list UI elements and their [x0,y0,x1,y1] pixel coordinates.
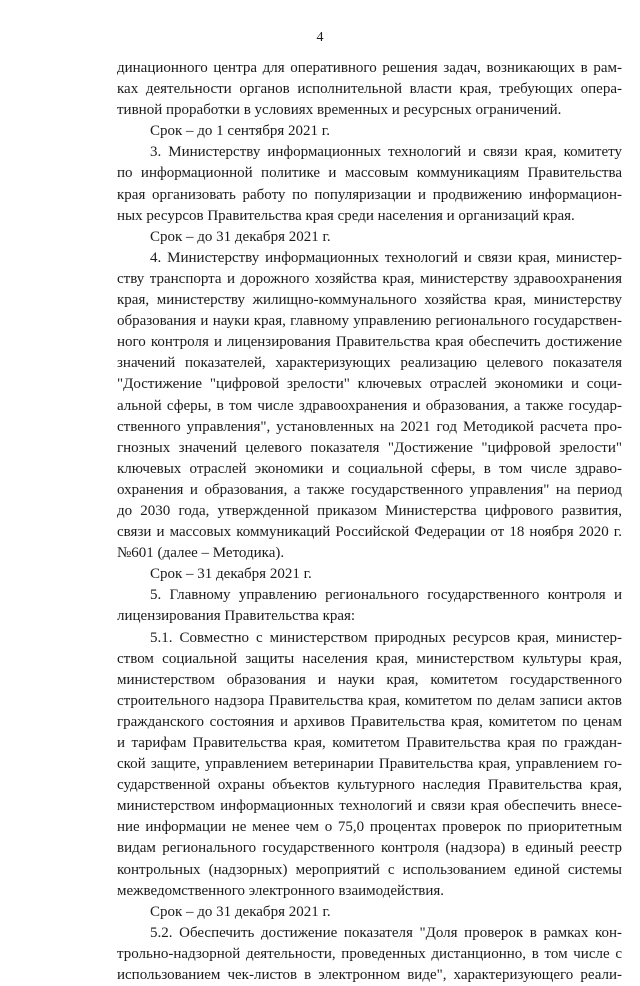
text-line: 5.2. Обеспечить достижение показателя "Доля проверок в рамках кон- [150,924,622,941]
text-line: Срок – до 31 декабря 2021 г. [150,903,331,920]
text-line: трольно-надзорной деятельности, проведенных дистанционно, в том числе с [117,945,622,962]
text-line: Срок – до 1 сентября 2021 г. [150,123,330,140]
text-line: до 2030 года, утвержденной приказом Министерства цифрового развития, [117,502,622,519]
text-line: Срок – 31 декабря 2021 г. [150,566,312,583]
text-line: лицензирования Правительства края: [117,608,356,625]
text-line: межведомственного электронного взаимодействия. [117,882,445,899]
text-line: ние информации не менее чем о 75,0 процентах проверок по приоритетным [117,819,622,836]
text-line: "Достижение "цифровой зрелости" ключевых отраслей экономики и соци- [117,376,622,393]
text-line: ках деятельности органов исполнительной власти края, требующих опера- [117,81,622,98]
text-line: контрольных (надзорных) мероприятий с использованием единой системы [117,861,622,878]
page-number: 4 [316,30,324,45]
text-line: Срок – до 31 декабря 2021 г. [150,228,331,245]
text-line: ству транспорта и дорожного хозяйства края, министерству здравоохранения [117,270,622,287]
text-line: министерством информационных технологий и связи края обеспечить внесе- [117,798,622,815]
text-line: охранения и образования, а также государственного управления" на период [117,481,622,498]
text-line: ственного управления", установленных на 2021 год Методикой расчета про- [117,418,622,435]
text-line: №601 (далее – Методика). [117,545,285,562]
text-line: гнозных значений целевого показателя "Достижение "цифровой зрелости" [117,439,622,456]
text-line: динационного центра для оперативного решения задач, возникающих в рам- [117,60,622,76]
text-line: по информационной политике и массовым коммуникациям Правительства [117,165,622,182]
text-line: связи и массовых коммуникаций Российской Федерации от 18 ноября 2020 г. [117,524,622,541]
text-line: ством социальной защиты населения края, министерством культуры края, [117,650,622,667]
text-line: тивной проработки в условиях временных и ресурсных ограничений. [117,102,562,119]
text-line: ного контроля и лицензирования Правительства края обеспечить достижение [117,334,622,351]
text-line: образования и науки края, главному управлению регионального государствен- [117,313,622,330]
text-line: края организовать работу по популяризации и продвижению информацион- [117,186,622,203]
text-line: и тарифам Правительства края, комитетом Правительства края по граждан- [117,735,622,751]
text-line: 4. Министерству информационных технологий и связи края, министер- [150,249,622,266]
text-line: министерством образования и науки края, комитетом государственного [117,671,622,688]
text-line: 5.1. Совместно с министерством природных ресурсов края, министер- [150,629,622,646]
text-line: ных ресурсов Правительства края среди населения и организаций края. [117,207,575,224]
text-line: 3. Министерству информационных технологий и связи края, комитету [150,144,622,161]
text-line: ключевых отраслей экономики и социальной сферы, в том числе здраво- [117,460,622,477]
text-line: альной сферы, в том числе здравоохранения и образования, а также государ- [117,397,622,414]
text-line: сударственной охраны объектов культурного наследия Правительства края, [117,777,622,794]
text-line: видам регионального государственного контроля (надзора) в единый реестр [117,840,622,857]
text-line: 5. Главному управлению регионального государственного контроля и [150,587,622,604]
text-line: края, министерству жилищно-коммунального хозяйства края, министерству [117,292,622,309]
text-line: значений показателей, характеризующих реализацию целевого показателя [117,355,622,372]
document-body [117,58,622,986]
text-line: использованием чек-листов в электронном виде", характеризующего реали- [117,967,622,984]
text-line: строительного надзора Правительства края, комитетом по делам записи актов [117,692,622,709]
text-line: гражданского состояния и архивов Правительства края, комитетом по ценам [117,713,622,730]
text-line: ской защите, управлением ветеринарии Правительства края, управлением го- [117,756,622,773]
